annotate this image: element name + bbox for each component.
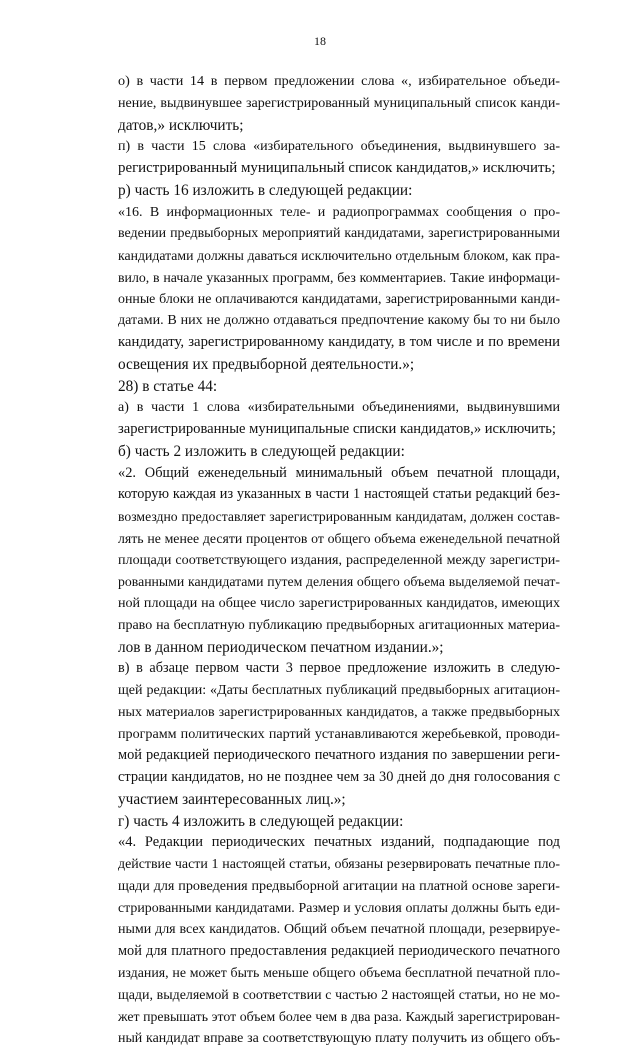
text-line: нение, выдвинувшее зарегистрированный муниципальный список канди- — [118, 95, 560, 111]
text-line: щей редакции: «Даты бесплатных публикаций предвыборных агитацион- — [118, 682, 560, 698]
page-number: 18 — [314, 34, 326, 48]
text-line: датов,» исключить; — [118, 116, 244, 134]
text-line: которую каждая из указанных в части 1 настоящей статьи редакций без- — [118, 486, 560, 503]
text-line: лять не менее десяти процентов от общего объема еженедельной печатной — [118, 530, 560, 546]
text-line: 28) в статье 44: — [118, 377, 218, 395]
text-line: участием заинтересованных лиц.»; — [118, 790, 346, 808]
text-line: право на бесплатную публикацию предвыборных агитационных материа- — [118, 617, 560, 633]
text-line: ных материалов зарегистрированных кандидатов, а также предвыборных — [118, 703, 560, 720]
text-line: издания, не может быть меньше общего объема бесплатной печатной пло- — [118, 965, 560, 981]
text-line: кандидатами должны даваться исключительно отдельным блоком, как пра- — [118, 248, 560, 263]
text-line: мой для платного предоставления редакцией периодического печатного — [118, 943, 560, 959]
paragraph-part-4 — [88, 832, 560, 1050]
text-line: а) в части 1 слова «избирательными объединениями, выдвинувшими — [118, 399, 560, 416]
paragraph-a — [88, 397, 560, 441]
paragraph-article-44 — [88, 376, 560, 398]
paragraph-p — [88, 136, 560, 180]
text-line: освещения их предвыборной деятельности.»; — [118, 355, 415, 373]
text-line: «2. Общий еженедельный минимальный объем печатной площади, — [118, 464, 560, 481]
text-line: ный кандидат вправе за соответствующую плату получить из общего объ- — [118, 1031, 560, 1046]
paragraph-g — [88, 811, 560, 833]
text-line: «16. В информационных теле- и радиопрограммах сообщения о про- — [118, 203, 560, 220]
text-line: г) часть 4 изложить в следующей редакции: — [118, 812, 404, 830]
text-line: действие части 1 настоящей статьи, обязаны резервировать печатные пло- — [118, 857, 560, 872]
text-line: датами. В них не должно отдаваться предпочтение какому бы то ни было — [118, 312, 560, 329]
text-line: о) в части 14 в первом предложении слова «, избирательное объеди- — [118, 73, 560, 89]
text-line: щади для проведения предвыборной агитации на платной основе зареги- — [118, 877, 560, 894]
text-line: п) в части 15 слова «избирательного объединения, выдвинувшего за- — [118, 138, 560, 155]
text-line: щади, выделяемой в соответствии с частью 2 настоящей статьи, но не мо- — [118, 987, 560, 1003]
paragraph-o — [88, 71, 560, 136]
text-line: «4. Редакции периодических печатных изданий, подпадающие под — [118, 834, 560, 851]
text-line: ными для всех кандидатов. Общий объем печатной площади, резервируе- — [118, 922, 560, 938]
text-line: ной площади на общее число зарегистрированных кандидатов, имеющих — [118, 595, 560, 611]
text-line: мой редакцией периодического печатного издания по завершении реги- — [118, 747, 560, 764]
paragraph-v — [88, 658, 560, 810]
text-line: онные блоки не оплачиваются кандидатами, зарегистрированными канди- — [118, 291, 560, 307]
text-line: программ политических партий устанавливаются жеребьевкой, проводи- — [118, 725, 560, 742]
text-line: возмездно предоставляет зарегистрированным кандидатам, должен состав- — [118, 509, 560, 524]
text-line: жет превышать этот объем более чем в два раза. Каждый зарегистрирован- — [118, 1009, 560, 1025]
text-line: кандидату, зарегистрированному кандидату, в том числе и по времени — [118, 334, 560, 350]
text-line: стрированными кандидатами. Размер и условия оплаты должны быть еди- — [118, 900, 560, 916]
document-body — [88, 71, 560, 1050]
text-line: в) в абзаце первом части 3 первое предложение изложить в следую- — [118, 660, 560, 677]
text-line: р) часть 16 изложить в следующей редакции: — [118, 181, 413, 199]
text-line: ведении предвыборных мероприятий кандидатами, зарегистрированными — [118, 226, 560, 242]
text-line: площади соответствующего издания, распределенной между зарегистри- — [118, 551, 560, 568]
text-line: вило, в начале указанных программ, без комментариев. Такие информаци- — [118, 269, 560, 285]
text-line: б) часть 2 изложить в следующей редакции: — [118, 442, 405, 460]
paragraph-r — [88, 180, 560, 202]
paragraph-part-2 — [88, 463, 560, 659]
paragraph-b — [88, 441, 560, 463]
text-line: страции кандидатов, но не позднее чем за 30 дней до дня голосования с — [118, 769, 560, 785]
text-line: рованными кандидатами путем деления общего объема выделяемой печат- — [118, 574, 560, 590]
paragraph-part-16 — [88, 202, 560, 376]
text-line: лов в данном периодическом печатном издании.»; — [118, 638, 444, 656]
text-line: регистрированный муниципальный список кандидатов,» исключить; — [118, 160, 556, 176]
text-line: зарегистрированные муниципальные списки кандидатов,» исключить; — [118, 421, 556, 437]
